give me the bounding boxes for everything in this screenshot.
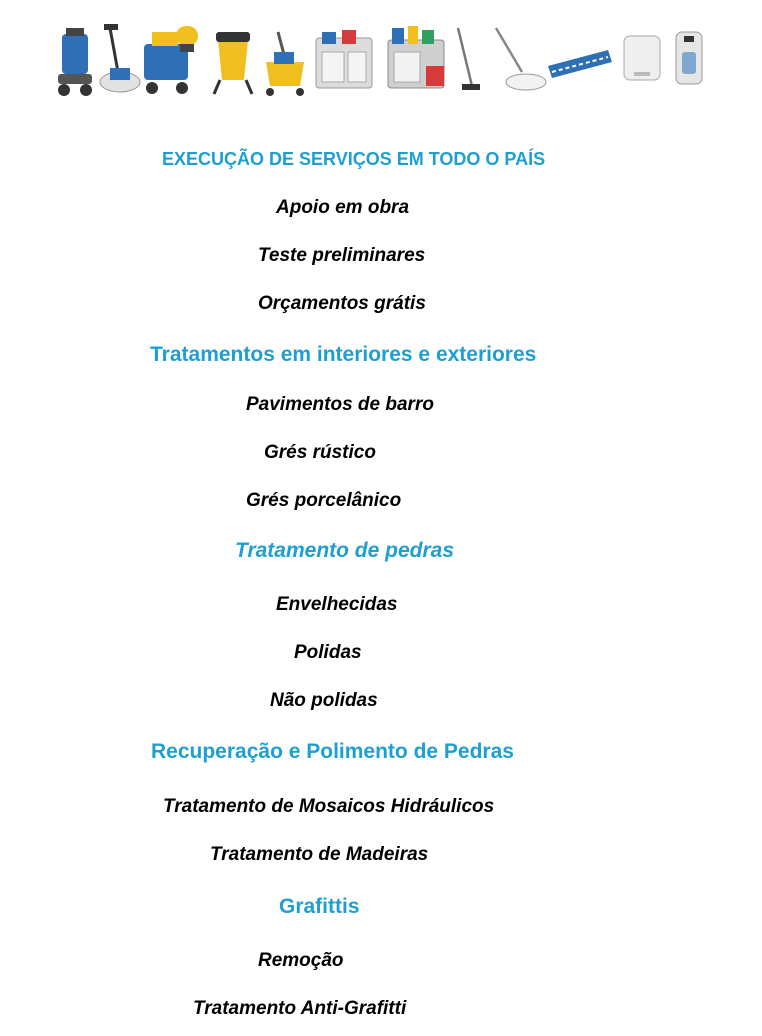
list-item: Polidas	[294, 642, 362, 663]
section-heading: Tratamento de pedras	[235, 539, 455, 562]
mop-pad-icon	[548, 50, 612, 78]
list-item: Teste preliminares	[258, 245, 426, 266]
soap-dispenser-icon	[676, 32, 702, 84]
floor-polisher-icon	[100, 24, 140, 92]
wet-vacuum-icon	[214, 32, 252, 94]
list-item: Tratamento de Mosaicos Hidráulicos	[163, 796, 495, 817]
mop-bucket-icon	[266, 32, 304, 96]
section-heading: EXECUÇÃO DE SERVIÇOS EM TODO O PAÍS	[162, 149, 546, 169]
list-item: Pavimentos de barro	[246, 394, 434, 415]
flat-mop-icon	[496, 28, 546, 90]
list-item: Grés porcelânico	[246, 490, 402, 511]
list-item: Orçamentos grátis	[258, 293, 426, 314]
list-item: Remoção	[258, 950, 344, 971]
list-item: Apoio em obra	[276, 197, 410, 218]
list-item: Tratamento Anti-Grafitti	[193, 998, 407, 1019]
section-heading: Recuperação e Polimento de Pedras	[151, 740, 514, 763]
squeegee-icon	[458, 28, 480, 90]
section-heading: Grafittis	[279, 895, 360, 918]
floor-scrubber-icon	[58, 28, 92, 96]
list-item: Envelhecidas	[276, 594, 398, 615]
equipment-banner	[52, 22, 712, 100]
cleaning-cart-icon	[316, 30, 372, 88]
list-item: Tratamento de Madeiras	[210, 844, 429, 865]
towel-dispenser-icon	[624, 36, 660, 80]
list-item: Não polidas	[270, 690, 378, 711]
housekeeping-trolley-icon	[388, 26, 444, 88]
section-heading: Tratamentos em interiores e exteriores	[150, 343, 537, 366]
list-item: Grés rústico	[264, 442, 376, 463]
